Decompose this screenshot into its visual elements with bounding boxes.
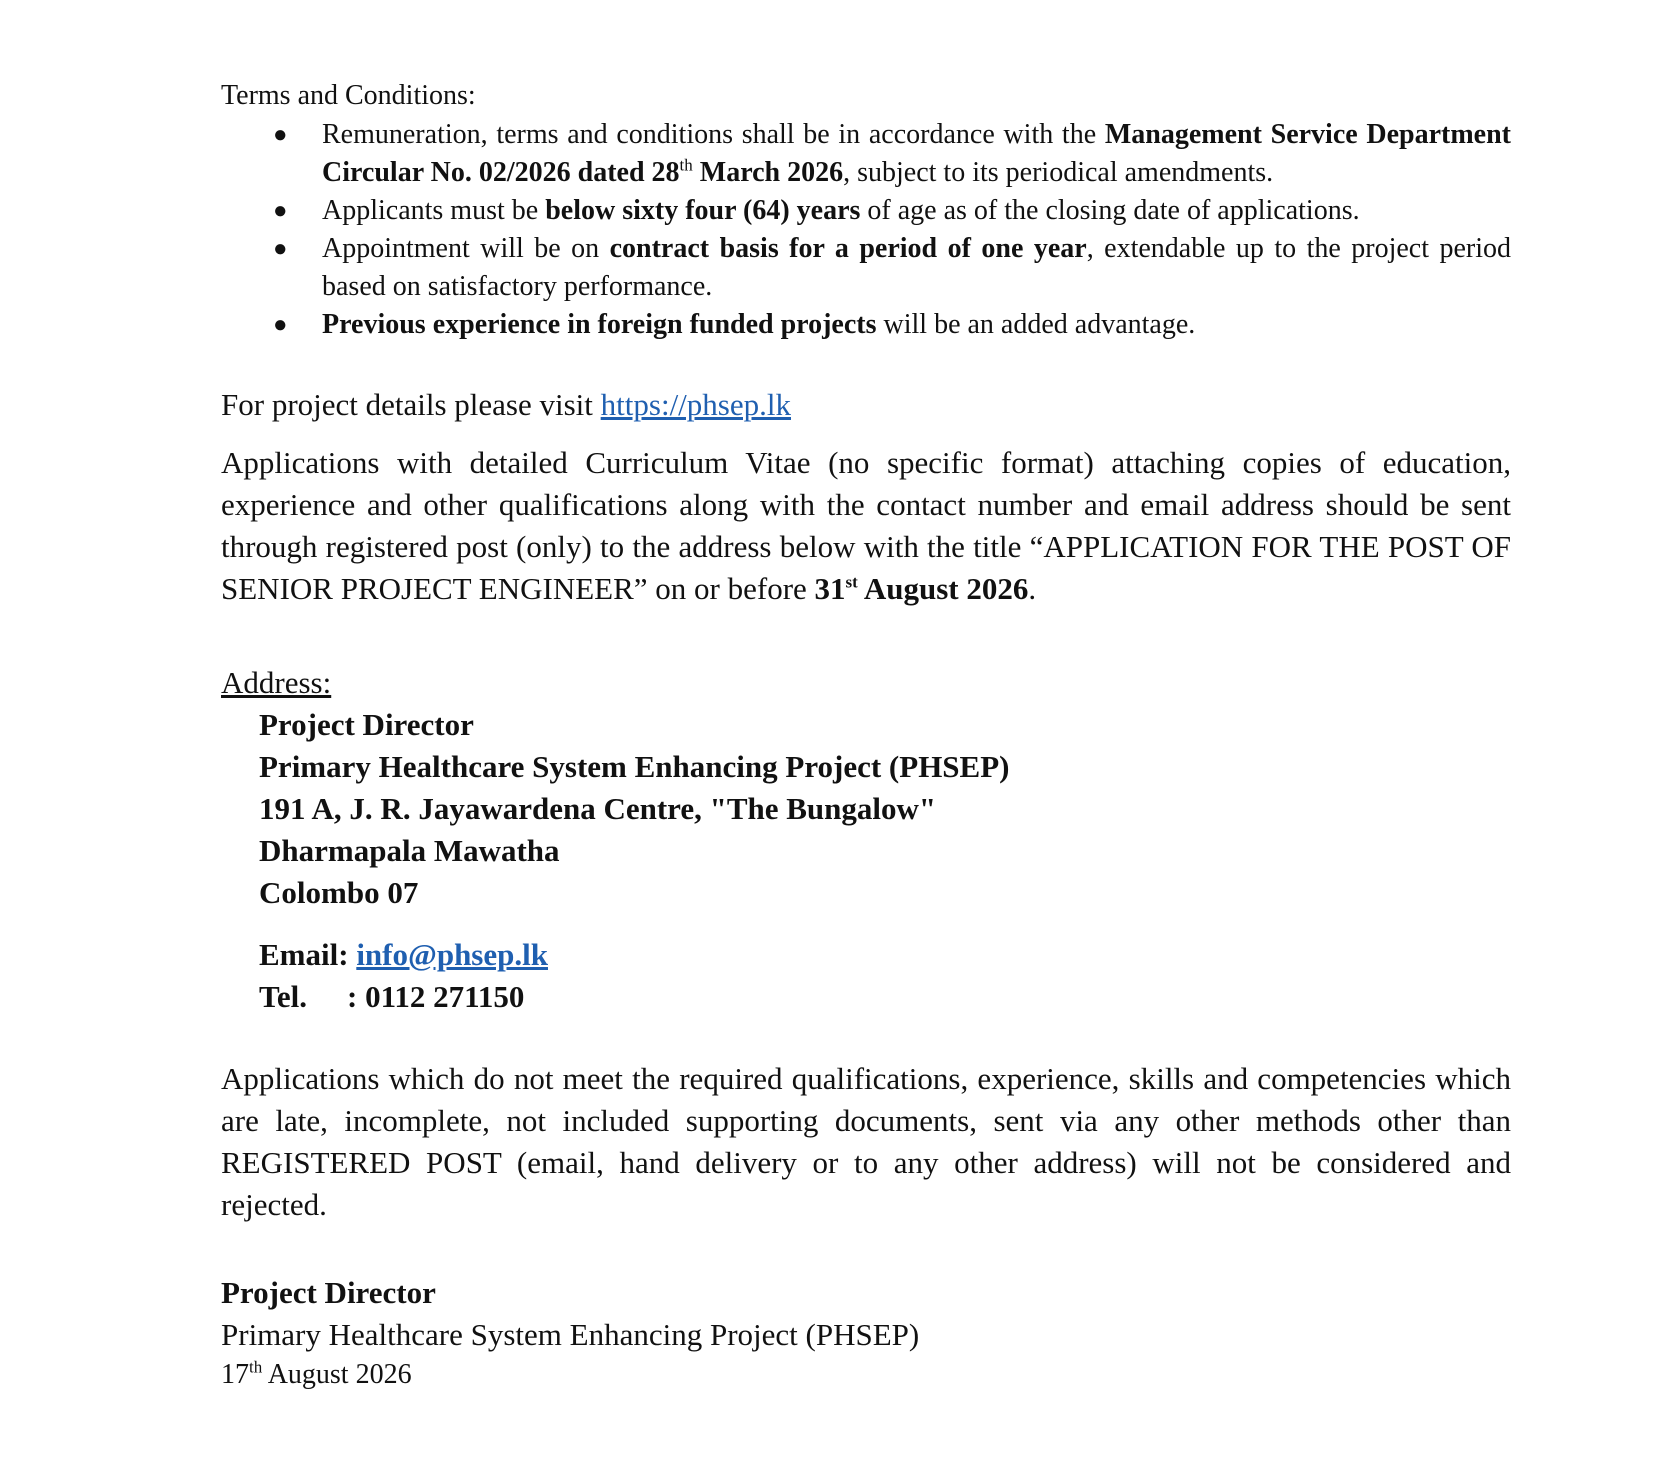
address-heading: Address: xyxy=(221,665,332,700)
address-line: Colombo 07 xyxy=(259,875,419,910)
applications-end: . xyxy=(1028,571,1037,606)
deadline-month-year: August 2026 xyxy=(857,571,1029,606)
term-bold: below sixty four (64) years xyxy=(545,195,861,226)
email-line xyxy=(259,934,1511,976)
date-day: 17 xyxy=(221,1359,249,1390)
term-bold: Management Service Department Circular No. 02/2026 dated 28 xyxy=(322,119,1511,188)
tel-label: Tel. xyxy=(259,979,307,1014)
term-text: , subject to its periodical amendments. xyxy=(843,157,1274,188)
bullet-icon: ● xyxy=(273,198,288,224)
terms-list xyxy=(221,116,1511,344)
project-website-link[interactable]: https://phsep.lk xyxy=(600,387,791,422)
list-item xyxy=(221,306,1511,344)
date-month-year: August 2026 xyxy=(262,1359,412,1390)
list-item xyxy=(221,192,1511,230)
term-text: , extendable up to the project period based on satisfactory performance. xyxy=(322,233,1511,302)
term-text: of age as of the closing date of applications. xyxy=(860,195,1360,226)
list-item xyxy=(221,116,1511,192)
term-text: Applicants must be xyxy=(322,195,546,226)
notice-paragraph: Applications which do not meet the required qualifications, experience, skills and competencies which are late, incomplete, not included supporting documents, sent via any other methods other than REGISTERED POST (email, hand delivery or to any other address) will not be considered and rejected. xyxy=(221,1061,1511,1222)
email-link[interactable]: info@phsep.lk xyxy=(356,937,548,972)
term-superscript: th xyxy=(679,155,693,175)
terms-heading: Terms and Conditions: xyxy=(221,80,476,111)
signature-organization: Primary Healthcare System Enhancing Project (PHSEP) xyxy=(221,1317,920,1352)
address-line: Primary Healthcare System Enhancing Project (PHSEP) xyxy=(259,749,1010,784)
email-label: Email: xyxy=(259,937,357,972)
deadline-day: 31 xyxy=(814,571,846,606)
term-text: Appointment will be on xyxy=(322,233,610,264)
term-bold: contract basis for a period of one year xyxy=(609,233,1087,264)
term-text: Remuneration, terms and conditions shall be in accordance with the xyxy=(322,119,1105,150)
tel-line xyxy=(259,976,1511,1018)
deadline-superscript: st xyxy=(845,572,858,592)
bullet-icon: ● xyxy=(273,312,288,338)
date-superscript: th xyxy=(249,1357,263,1377)
address-line: Dharmapala Mawatha xyxy=(259,833,560,868)
address-line: 191 A, J. R. Jayawardena Centre, "The Bungalow" xyxy=(259,791,937,826)
document-body xyxy=(221,78,1511,1394)
list-item xyxy=(221,230,1511,306)
applications-text: Applications with detailed Curriculum Vitae (no specific format) attaching copies of education, experience and other qualifications along with the contact number and email address should be sent through registered post (only) to the address below with the title “APPLICATION FOR THE POST OF SENIOR PROJECT ENGINEER” on or before xyxy=(221,445,1511,606)
project-details-paragraph xyxy=(221,384,1511,426)
term-text: will be an added advantage. xyxy=(876,309,1196,340)
term-bold: March 2026 xyxy=(692,157,844,188)
bullet-icon: ● xyxy=(273,122,288,148)
signature-date xyxy=(221,1356,1511,1394)
address-line: Project Director xyxy=(259,707,474,742)
address-block xyxy=(259,704,1511,914)
tel-value: : 0112 271150 xyxy=(347,979,525,1014)
bullet-icon: ● xyxy=(273,236,288,262)
term-bold: Previous experience in foreign funded projects xyxy=(322,309,877,340)
project-details-text: For project details please visit xyxy=(221,387,601,422)
contact-block xyxy=(259,934,1511,1018)
signature-title: Project Director xyxy=(221,1275,436,1310)
applications-paragraph xyxy=(221,442,1511,610)
